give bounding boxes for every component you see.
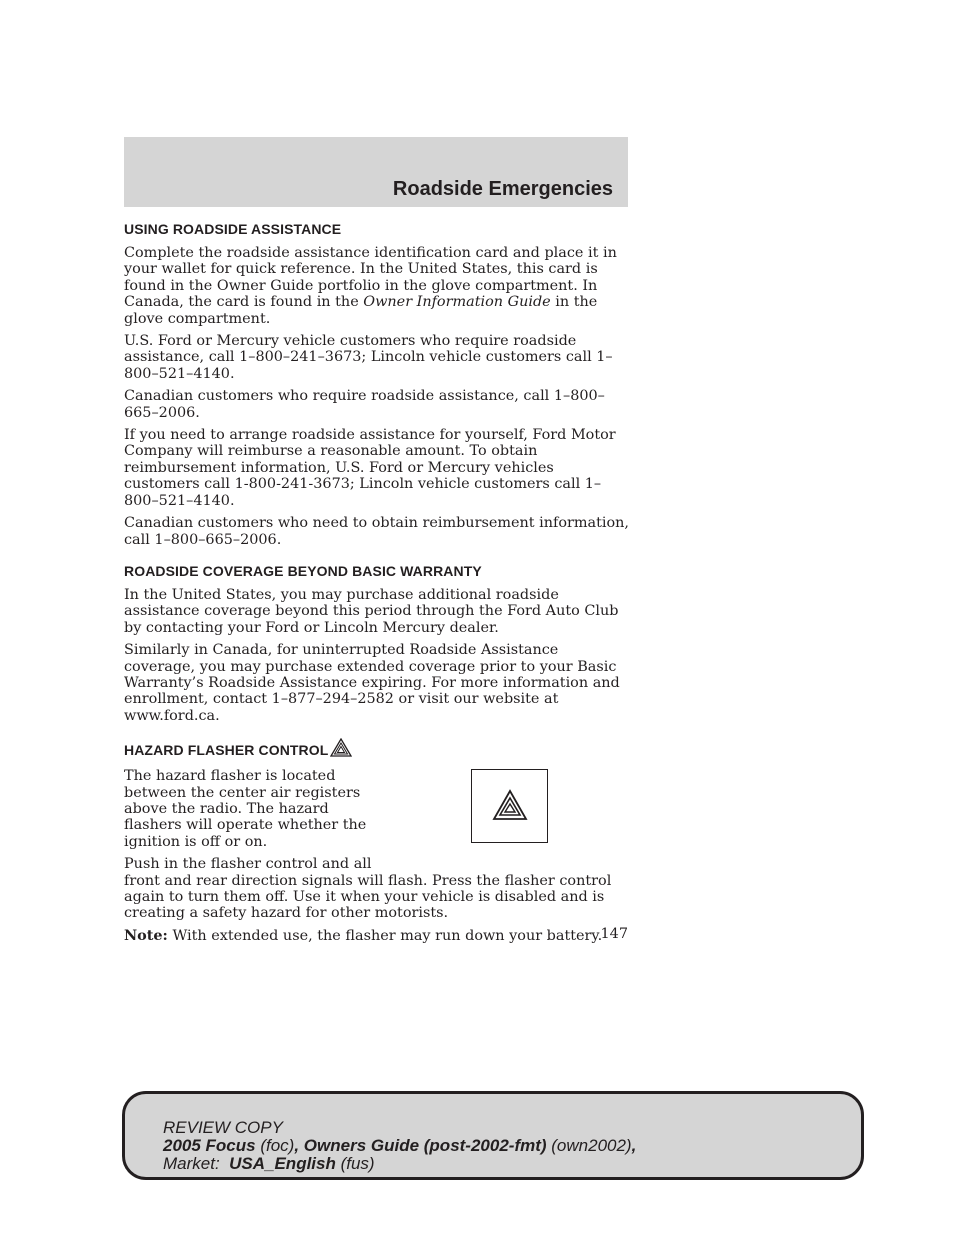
text: Push in the flasher control and all <box>124 856 372 873</box>
paragraph: In the United States, you may purchase additional roadside assistance coverage beyond this period through the Ford Auto Club by contacting your Ford or Lincoln Mercury dealer. <box>124 586 619 636</box>
paragraph: Canadian customers who require roadside assistance, call 1–800–665–2006. <box>124 388 605 421</box>
paragraph: Canadian customers who need to obtain reimbursement information, call 1–800–665–2006. <box>124 515 630 548</box>
section-title: Roadside Emergencies <box>392 178 613 200</box>
hazard-figure-block <box>124 768 630 944</box>
footer-line-3 <box>163 1155 636 1173</box>
page-number: 147 <box>600 926 628 942</box>
footer-market: USA_English <box>229 1154 336 1173</box>
italic-text: Owner Information Guide <box>363 294 551 311</box>
heading-hazard-flasher <box>124 738 630 761</box>
text: in the glove compartment. <box>124 294 598 327</box>
heading-using-roadside-assistance: USING ROADSIDE ASSISTANCE <box>124 221 342 237</box>
section-using-roadside-assistance <box>124 220 630 548</box>
section-hazard-flasher <box>124 738 630 944</box>
footer-market-code: (fus) <box>335 1154 375 1173</box>
paragraph <box>124 856 630 922</box>
footer-guide: , Owners Guide (post-2002-fmt) <box>294 1136 547 1155</box>
footer-line-2 <box>163 1137 636 1155</box>
header-band <box>124 137 628 207</box>
heading-text: HAZARD FLASHER CONTROL <box>124 742 329 759</box>
hazard-triangle-icon <box>492 789 528 821</box>
footer-market-label: Market: <box>163 1154 230 1173</box>
paragraph: Similarly in Canada, for uninterrupted Roadside Assistance coverage, you may purchase extended coverage prior to your Basic Warranty’s Roadside Assistance expiring. For more information and enrollment, contact 1–877–294–2582 or visit our website at www.ford.ca. <box>124 642 620 724</box>
footer-text <box>163 1119 636 1173</box>
note-paragraph <box>124 928 630 944</box>
footer-comma: , <box>631 1136 637 1155</box>
heading-roadside-coverage: ROADSIDE COVERAGE BEYOND BASIC WARRANTY <box>124 562 482 579</box>
paragraph: U.S. Ford or Mercury vehicle customers who require roadside assistance, call 1–800–241–3673; Lincoln vehicle customers call 1–800–521–4140. <box>124 333 613 382</box>
review-copy-footer <box>122 1091 864 1180</box>
footer-guide-code: (own2002) <box>546 1136 632 1155</box>
paragraph: If you need to arrange roadside assistance for yourself, Ford Motor Company will reimburse a reasonable amount. To obtain reimbursement information, U.S. Ford or Mercury vehicles customers call 1-800-241-3673; Lincoln vehicle customers call 1–800–521–4140. <box>124 427 616 509</box>
paragraph <box>124 245 630 327</box>
footer-model: 2005 Focus <box>163 1136 256 1155</box>
warning-triangle-icon <box>330 738 352 761</box>
note-text: With extended use, the flasher may run down your battery. <box>167 927 603 944</box>
text: front and rear direction signals will flash. Press the flasher control again to turn them off. Use it when your vehicle is disabled and is creating a safety hazard for other motorists. <box>124 872 612 922</box>
hazard-button-illustration <box>471 769 548 843</box>
text: Complete the roadside assistance identification card and place it in your wallet for quick reference. In the United States, this card is found in the Owner Guide portfolio in the glove compartment. In Canada, the card is found in the <box>124 245 617 311</box>
note-label: Note: <box>124 926 168 944</box>
footer-line-1: REVIEW COPY <box>163 1118 283 1137</box>
section-roadside-coverage <box>124 562 630 724</box>
page-content <box>124 220 630 950</box>
paragraph: The hazard flasher is located between the center air registers above the radio. The hazard flashers will operate whether the ignition is off or on. <box>124 768 367 850</box>
footer-model-code: (foc) <box>255 1136 295 1155</box>
